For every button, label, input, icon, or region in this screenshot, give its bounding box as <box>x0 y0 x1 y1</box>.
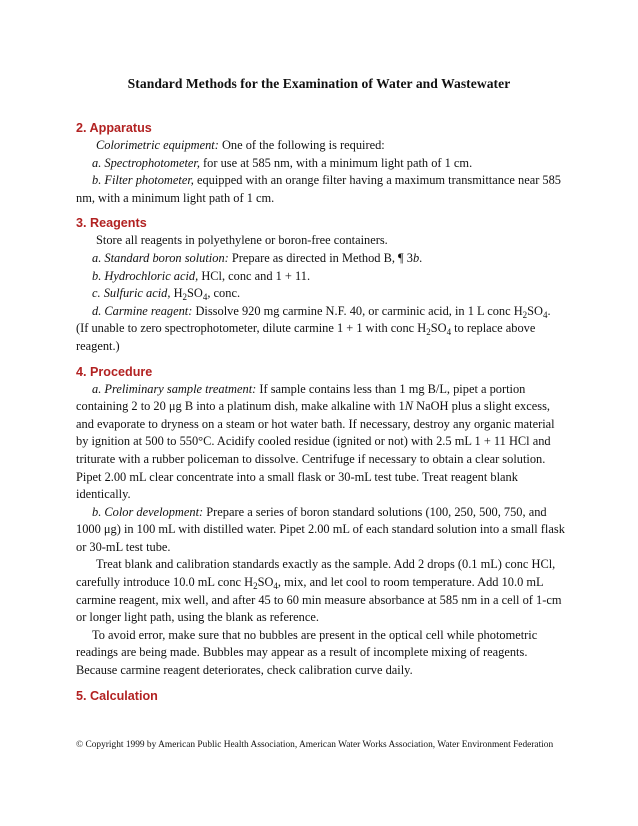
procedure-p2-sub1: 2 <box>253 581 258 592</box>
reagent-a-label: a. Standard boron solution: <box>92 250 229 265</box>
reagent-d-sub2: 4 <box>542 309 548 320</box>
apparatus-item-b <box>76 172 566 207</box>
apparatus-intro <box>76 137 566 155</box>
procedure-p2-t1: Treat blank and calibration standards exactly as the sample. Add 2 drops (0.1 mL) conc HCl, carefully introduce 10.0 mL conc H <box>76 557 556 590</box>
apparatus-intro-text: One of the following is required: <box>218 138 385 152</box>
reagent-c-pre: H <box>170 286 183 301</box>
procedure-a-normality: N <box>404 399 414 414</box>
procedure-b-label: b. Color development: <box>92 504 204 519</box>
reagent-c-sub2: 4 <box>202 292 208 303</box>
apparatus-item-a <box>76 155 566 173</box>
reagent-d-t1: Dissolve 920 mg carmine N.F. 40, or carminic acid, in 1 L conc H <box>192 303 523 318</box>
reagent-c-mid: SO <box>187 286 203 301</box>
reagent-d-t5: to replace above reagent.) <box>76 321 536 353</box>
procedure-b-text: Prepare a series of boron standard solutions (100, 250, 500, 750, and 1000 μg) in 100 mL with distilled water. Pipet 2.00 mL of each standard solution into a small flask or 30-mL test tube. <box>76 504 565 554</box>
heading-procedure: 4. Procedure <box>76 364 153 379</box>
procedure-a-t2: NaOH plus a slight excess, and evaporate to dryness on a steam or hot water bath. If necessary, destroy any organic material by ignition at 500 to 550°C. Acidify cooled residue (ignited or not) with 2.5 mL 1 + 11 HCl and triturate with a rubber policeman to dissolve. Centrifuge if necessary to obtain a clear solution. Pipet 2.00 mL clear concentrate into a small flask or 30-mL test tube. Treat reagent blank identically. <box>76 399 555 502</box>
page-title: Standard Methods for the Examination of Water and Wastewater <box>127 76 511 91</box>
reagent-b-text: HCl, conc and 1 + 11. <box>198 268 311 283</box>
procedure-p2-sub2: 4 <box>273 581 278 592</box>
procedure-a-t1: If sample contains less than 1 mg B/L, pipet a portion containing 2 to 20 μg B into a platinum dish, make alkaline with 1 <box>76 381 526 414</box>
reagent-a-text: Prepare as directed in Method B, ¶ 3 <box>228 250 413 265</box>
procedure-a-label: a. Preliminary sample treatment: <box>92 381 257 396</box>
procedure-p2-t2: SO <box>257 575 274 590</box>
apparatus-a-text: for use at 585 nm, with a minimum light path of 1 cm. <box>199 155 473 170</box>
procedure-paragraph-2 <box>76 556 566 626</box>
procedure-item-a <box>76 381 566 504</box>
heading-calculation: 5. Calculation <box>76 688 158 703</box>
reagent-b-label: b. Hydrochloric acid, <box>92 268 199 283</box>
apparatus-b-text: equipped with an orange filter having a maximum transmittance near 585 nm, with a minimum light path of 1 cm. <box>76 173 562 205</box>
reagent-d-t4: SO <box>430 321 447 336</box>
reagent-d-label: d. Carmine reagent: <box>92 303 193 318</box>
reagents-intro: Store all reagents in polyethylene or boron-free containers. <box>96 233 388 248</box>
document-body <box>76 120 566 713</box>
reagent-d-t2: SO <box>527 303 543 318</box>
reagent-d-sub4: 4 <box>446 327 452 338</box>
reagent-c-sub1: 2 <box>182 292 188 303</box>
reagent-c-label: c. Sulfuric acid, <box>92 286 171 301</box>
procedure-p2-t3: , mix, and let cool to room temperature. Add 10.0 mL carmine reagent, mix well, and after 45 to 60 min measure absorbance at 585 nm in a cell of 1-cm or longer light path, using the blank as reference. <box>76 575 562 625</box>
apparatus-intro-label: Colorimetric equipment: <box>96 138 219 152</box>
reagent-d-t3: . (If unable to zero spectrophotometer, dilute carmine 1 + 1 with conc H <box>76 303 551 336</box>
reagent-a-ref: b <box>412 250 420 265</box>
reagent-item-c <box>76 285 566 303</box>
section-apparatus <box>76 120 566 207</box>
reagent-item-a <box>76 250 566 268</box>
reagent-d-sub1: 2 <box>522 309 528 320</box>
section-reagents <box>76 215 566 355</box>
heading-reagents: 3. Reagents <box>76 216 147 231</box>
reagent-d-sub3: 2 <box>426 327 431 338</box>
apparatus-b-label: b. Filter photometer, <box>92 173 194 188</box>
reagent-item-d <box>76 303 566 356</box>
reagent-c-post: , conc. <box>207 286 241 301</box>
apparatus-a-label: a. Spectrophotometer, <box>92 155 200 170</box>
reagent-a-end: . <box>419 250 423 265</box>
procedure-paragraph-3: To avoid error, make sure that no bubbles are present in the optical cell while photometric readings are being made. Bubbles may appear as a result of incomplete mixing of reagents. Because carmine reagent deteriorates, check calibration curve daily. <box>76 627 538 678</box>
section-procedure <box>76 364 566 680</box>
reagent-item-b <box>76 268 566 286</box>
copyright-footer: © Copyright 1999 by American Public Health Association, American Water Works Association, Water Environment Federation <box>76 740 554 750</box>
heading-apparatus: 2. Apparatus <box>76 121 152 135</box>
procedure-item-b <box>76 504 566 557</box>
section-calculation <box>76 688 566 705</box>
